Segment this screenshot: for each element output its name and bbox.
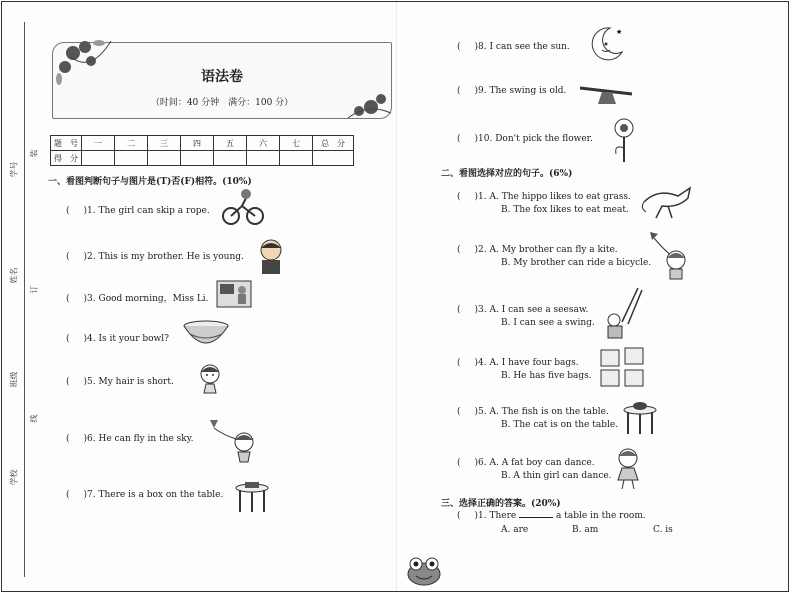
choice-option-b: B. The fox likes to eat meat. — [501, 205, 629, 215]
svg-text:★: ★ — [616, 28, 623, 36]
page-title: 语法卷 — [201, 69, 243, 85]
answer-paren[interactable]: ( — [457, 458, 461, 468]
table-cell: 得 分 — [51, 151, 82, 166]
choice-item: ( )1. A. The hippo likes to eat grass. — [457, 192, 631, 202]
question-item: ( )2. This is my brother. He is young. — [66, 252, 244, 262]
table-cell: 总 分 — [313, 136, 354, 151]
boy-with-kite-icon — [648, 230, 692, 280]
table-cell: 三 — [148, 136, 181, 151]
page-fold — [396, 2, 397, 591]
score-input-cell[interactable] — [280, 151, 313, 166]
side-mark-bind: 装 — [29, 149, 39, 158]
score-input-cell[interactable] — [313, 151, 354, 166]
choice-item: ( )2. A. My brother can fly a kite. — [457, 245, 618, 255]
mascot-frog-icon — [404, 554, 444, 586]
answer-paren[interactable]: ( — [66, 334, 70, 344]
choice-option-b: B. My brother can ride a bicycle. — [501, 258, 652, 268]
answer-paren[interactable]: ( — [457, 305, 461, 315]
classroom-teacher-icon — [216, 280, 252, 308]
section1-heading: 一、看图判断句子与图片是(T)否(F)相符。(10%) — [48, 177, 252, 187]
choice-item: ( )3. A. I can see a seesaw. — [457, 305, 589, 315]
box-on-table-icon — [234, 480, 270, 514]
answer-paren[interactable]: ( — [66, 206, 70, 216]
table-cell: 一 — [82, 136, 115, 151]
answer-option-c: C. is — [653, 525, 673, 535]
question-item: ( )8. I can see the sun. — [457, 42, 570, 52]
score-input-cell[interactable] — [115, 151, 148, 166]
score-input-cell[interactable] — [247, 151, 280, 166]
choice-item: ( )6. A. A fat boy can dance. — [457, 458, 595, 468]
seesaw-icon — [578, 80, 634, 106]
title-banner — [52, 42, 392, 119]
choice-option-b: B. He has five bags. — [501, 371, 592, 381]
girl-on-bicycle-icon — [222, 188, 264, 226]
four-bags-icon — [599, 346, 647, 390]
answer-paren[interactable]: ( — [457, 245, 461, 255]
fox-icon — [638, 178, 696, 222]
choice-item: ( )5. A. The fish is on the table. — [457, 407, 609, 417]
section2-heading: 二、看图选择对应的句子。(6%) — [441, 169, 573, 179]
score-table — [50, 135, 354, 166]
bowl-icon — [182, 320, 230, 350]
question-item: ( )5. My hair is short. — [66, 377, 174, 387]
answer-paren[interactable]: ( — [66, 294, 70, 304]
answer-paren[interactable]: ( — [457, 511, 461, 521]
choice-item: ( )4. A. I have four bags. — [457, 358, 579, 368]
answer-paren[interactable]: ( — [457, 407, 461, 417]
flower-icon — [610, 116, 638, 164]
cat-on-table-icon — [622, 400, 658, 436]
side-label-school: 学校 — [9, 469, 19, 486]
score-input-cell[interactable] — [82, 151, 115, 166]
fill-blank[interactable] — [519, 517, 553, 518]
question-item: ( )10. Don't pick the flower. — [457, 134, 593, 144]
swing-icon — [600, 286, 644, 342]
choice-option-b: B. The cat is on the table. — [501, 420, 619, 430]
side-mark-staple: 订 — [29, 285, 39, 294]
score-input-cell[interactable] — [148, 151, 181, 166]
answer-option-b: B. am — [572, 525, 599, 535]
question-item: ( )7. There is a box on the table. — [66, 490, 224, 500]
table-cell: 四 — [181, 136, 214, 151]
answer-paren[interactable]: ( — [457, 192, 461, 202]
answer-paren[interactable]: ( — [457, 134, 461, 144]
answer-paren[interactable]: ( — [457, 358, 461, 368]
answer-option-a: A. are — [501, 525, 529, 535]
score-input-cell[interactable] — [214, 151, 247, 166]
table-cell: 六 — [247, 136, 280, 151]
score-input-cell[interactable] — [181, 151, 214, 166]
answer-paren[interactable]: ( — [66, 490, 70, 500]
question-item: ( )1. There a table in the room. — [457, 511, 646, 521]
boy-flying-kite-icon — [208, 418, 258, 464]
question-item: ( )4. Is it your bowl? — [66, 334, 169, 344]
girl-short-hair-icon — [198, 362, 222, 394]
boy-portrait-icon — [257, 238, 285, 276]
question-item: ( )1. The girl can skip a rope. — [66, 206, 210, 216]
table-cell: 七 — [280, 136, 313, 151]
side-label-student-id: 学号 — [9, 161, 19, 178]
answer-paren[interactable]: ( — [66, 377, 70, 387]
exam-time-score: （时间：40 分钟 满分：100 分） — [150, 98, 294, 108]
table-cell: 题 号 — [51, 136, 82, 151]
answer-paren[interactable]: ( — [66, 252, 70, 262]
table-cell: 二 — [115, 136, 148, 151]
answer-paren[interactable]: ( — [457, 42, 461, 52]
side-mark-line: 线 — [29, 414, 39, 423]
section3-heading: 三、选择正确的答案。(20%) — [441, 499, 561, 509]
side-label-class: 班级 — [9, 371, 19, 388]
girl-dancing-icon — [614, 446, 644, 490]
choice-option-b: B. A thin girl can dance. — [501, 471, 612, 481]
question-item: ( )9. The swing is old. — [457, 86, 567, 96]
answer-paren[interactable]: ( — [66, 434, 70, 444]
binding-line — [24, 22, 25, 577]
moon-and-stars-icon — [586, 24, 626, 64]
table-cell: 五 — [214, 136, 247, 151]
score-table-header-row — [51, 136, 354, 151]
choice-option-b: B. I can see a swing. — [501, 318, 595, 328]
answer-paren[interactable]: ( — [457, 86, 461, 96]
score-table-score-row — [51, 151, 354, 166]
question-item: ( )3. Good morning，Miss Li. — [66, 294, 209, 304]
worksheet-page — [1, 1, 789, 592]
side-label-name: 姓名 — [9, 267, 19, 284]
question-item: ( )6. He can fly in the sky. — [66, 434, 194, 444]
